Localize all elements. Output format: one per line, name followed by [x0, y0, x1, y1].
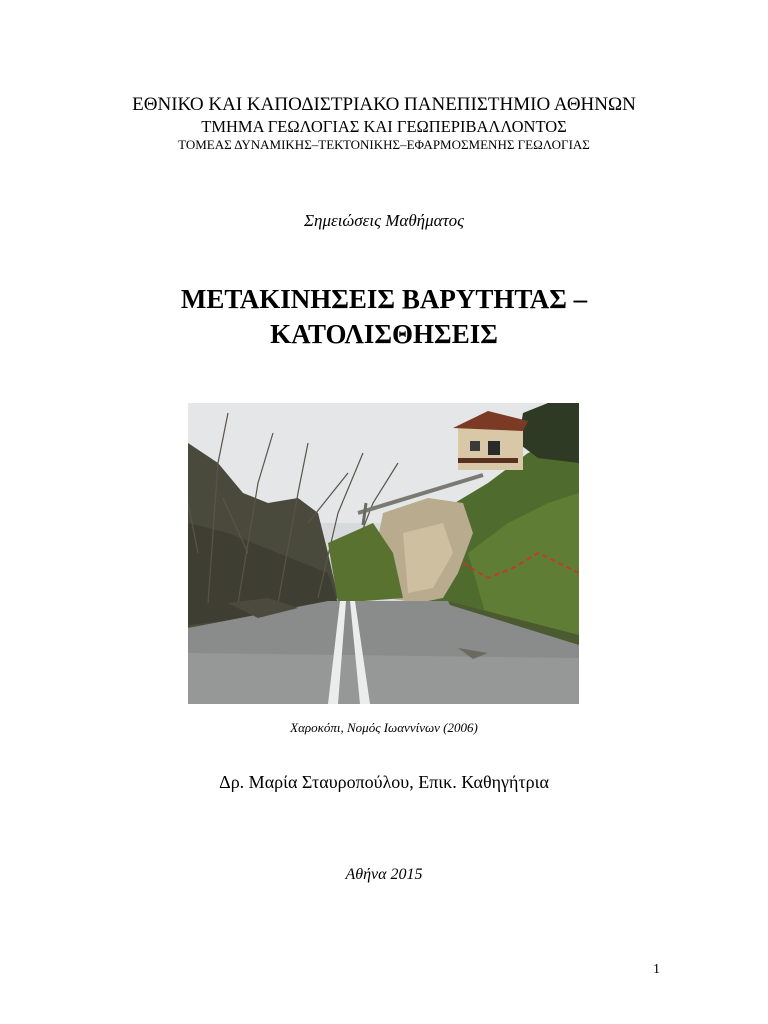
- department-name: ΤΜΗΜΑ ΓΕΩΛΟΓΙΑΣ ΚΑΙ ΓΕΩΠΕΡΙΒΑΛΛΟΝΤΟΣ: [201, 117, 567, 136]
- section-name: ΤΟΜΕΑΣ ΔΥΝΑΜΙΚΗΣ–ΤΕΚΤΟΝΙΚΗΣ–ΕΦΑΡΜΟΣΜΕΝΗΣ ΓΕΩΛΟΓΙΑΣ: [178, 137, 590, 152]
- place-year: Αθήνα 2015: [345, 866, 423, 883]
- author-line: Δρ. Μαρία Σταυροπούλου, Επικ. Καθηγήτρια: [219, 772, 549, 792]
- figure-caption: Χαροκόπι, Νομός Ιωαννίνων (2006): [290, 720, 478, 735]
- landslide-photo: [188, 403, 579, 704]
- document-title-line-2: ΚΑΤΟΛΙΣΘΗΣΕΙΣ: [270, 319, 498, 349]
- document-subtitle: Σημειώσεις Μαθήματος: [303, 211, 465, 230]
- page-number: 1: [653, 962, 660, 977]
- university-name: ΕΘΝΙΚΟ ΚΑΙ ΚΑΠΟΔΙΣΤΡΙΑΚΟ ΠΑΝΕΠΙΣΤΗΜΙΟ ΑΘΗΝΩΝ: [132, 94, 636, 115]
- document-title-line-1: ΜΕΤΑΚΙΝΗΣΕΙΣ ΒΑΡΥΤΗΤΑΣ –: [180, 284, 588, 314]
